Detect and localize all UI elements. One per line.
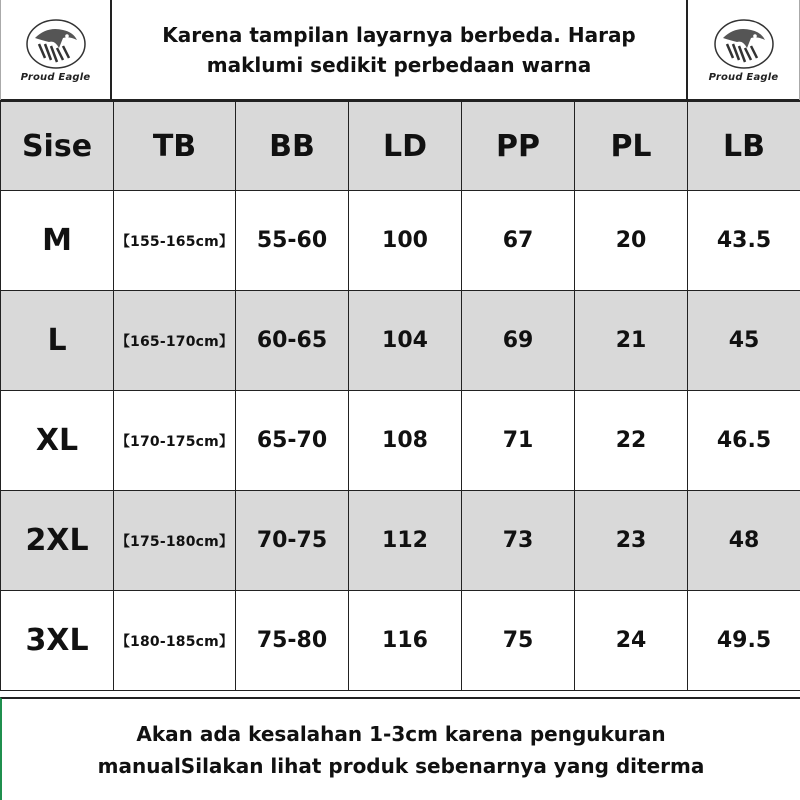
height-cell: 【165-170cm】 bbox=[114, 291, 236, 391]
table-row bbox=[1, 191, 800, 291]
shoulder-cell: 45 bbox=[688, 291, 800, 391]
chest-cell: 100 bbox=[349, 191, 462, 291]
table-header-row bbox=[1, 102, 800, 191]
sleeve-cell: 20 bbox=[575, 191, 688, 291]
height-cell: 【175-180cm】 bbox=[114, 491, 236, 591]
sleeve-cell: 24 bbox=[575, 591, 688, 691]
column-header-pp: PP bbox=[462, 102, 575, 191]
table-row bbox=[1, 591, 800, 691]
length-cell: 67 bbox=[462, 191, 575, 291]
size-cell: XL bbox=[1, 391, 114, 491]
size-cell: M bbox=[1, 191, 114, 291]
column-header-bb: BB bbox=[236, 102, 349, 191]
size-cell: 3XL bbox=[1, 591, 114, 691]
size-table bbox=[0, 101, 800, 691]
length-cell: 71 bbox=[462, 391, 575, 491]
brand-name-left: Proud Eagle bbox=[20, 71, 91, 83]
table-row bbox=[1, 491, 800, 591]
color-notice bbox=[112, 0, 686, 100]
column-header-pl: PL bbox=[575, 102, 688, 191]
height-cell: 【155-165cm】 bbox=[114, 191, 236, 291]
column-header-ld: LD bbox=[349, 102, 462, 191]
size-cell: L bbox=[1, 291, 114, 391]
column-header-lb: LB bbox=[688, 102, 800, 191]
header bbox=[0, 0, 800, 101]
shoulder-cell: 48 bbox=[688, 491, 800, 591]
chest-cell: 104 bbox=[349, 291, 462, 391]
shoulder-cell: 43.5 bbox=[688, 191, 800, 291]
eagle-logo-icon bbox=[25, 18, 87, 70]
weight-cell: 55-60 bbox=[236, 191, 349, 291]
color-notice-line2: maklumi sedikit perbedaan warna bbox=[206, 53, 592, 77]
weight-cell: 60-65 bbox=[236, 291, 349, 391]
weight-cell: 65-70 bbox=[236, 391, 349, 491]
length-cell: 69 bbox=[462, 291, 575, 391]
measurement-notice bbox=[0, 697, 800, 800]
weight-cell: 70-75 bbox=[236, 491, 349, 591]
height-cell: 【180-185cm】 bbox=[114, 591, 236, 691]
eagle-logo-icon bbox=[713, 18, 775, 70]
measurement-notice-line1: Akan ada kesalahan 1-3cm karena pengukuran bbox=[136, 721, 666, 746]
chest-cell: 116 bbox=[349, 591, 462, 691]
sleeve-cell: 22 bbox=[575, 391, 688, 491]
sleeve-cell: 21 bbox=[575, 291, 688, 391]
table-row bbox=[1, 291, 800, 391]
size-cell: 2XL bbox=[1, 491, 114, 591]
brand-name-right: Proud Eagle bbox=[708, 71, 779, 83]
logo-right bbox=[686, 0, 800, 100]
shoulder-cell: 46.5 bbox=[688, 391, 800, 491]
logo-left bbox=[0, 0, 112, 100]
sleeve-cell: 23 bbox=[575, 491, 688, 591]
column-header-size: Sise bbox=[1, 102, 114, 191]
chest-cell: 112 bbox=[349, 491, 462, 591]
color-notice-line1: Karena tampilan layarnya berbeda. Harap bbox=[162, 23, 636, 47]
chest-cell: 108 bbox=[349, 391, 462, 491]
measurement-notice-line2: manualSilakan lihat produk sebenarnya yang diterma bbox=[97, 753, 705, 778]
column-header-tb: TB bbox=[114, 102, 236, 191]
length-cell: 75 bbox=[462, 591, 575, 691]
table-row bbox=[1, 391, 800, 491]
length-cell: 73 bbox=[462, 491, 575, 591]
height-cell: 【170-175cm】 bbox=[114, 391, 236, 491]
shoulder-cell: 49.5 bbox=[688, 591, 800, 691]
weight-cell: 75-80 bbox=[236, 591, 349, 691]
